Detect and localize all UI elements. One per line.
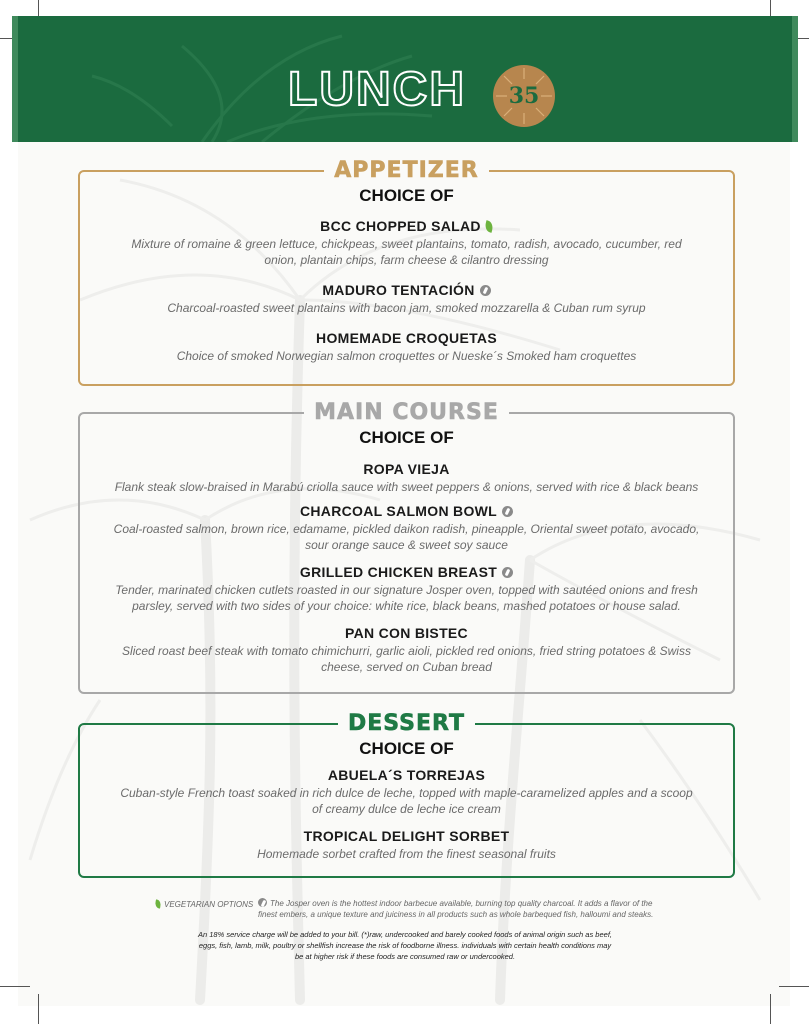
disclaimer	[160, 929, 650, 962]
item-name: BCC CHOPPED SALAD	[320, 218, 481, 234]
item-description: onion, plantain chips, farm cheese & cilantro dressing	[264, 253, 549, 267]
menu-item	[80, 503, 733, 553]
vegetarian-leaf-icon	[154, 899, 162, 908]
item-name: ABUELA´S TORREJAS	[327, 767, 486, 783]
crop-mark	[770, 994, 771, 1024]
menu-item	[80, 330, 733, 364]
item-name: MADURO TENTACIÓN	[322, 282, 475, 298]
josper-icon	[502, 567, 513, 578]
josper-icon	[480, 285, 491, 296]
choice-of-label: CHOICE OF	[359, 428, 454, 447]
item-name: TROPICAL DELIGHT SORBET	[303, 828, 510, 844]
banner-edge	[12, 16, 18, 142]
item-name: PAN CON BISTEC	[345, 625, 468, 641]
item-description: of creamy dulce de leche ice cream	[312, 802, 501, 816]
item-description: cheese, served on Cuban bread	[321, 660, 492, 674]
item-name: CHARCOAL SALMON BOWL	[299, 503, 498, 519]
disclaimer-line: be at higher risk if these foods are consumed raw or undercooked.	[294, 952, 516, 961]
item-name: ROPA VIEJA	[363, 461, 450, 477]
item-name: HOMEMADE CROQUETAS	[316, 330, 497, 346]
menu-item	[80, 767, 733, 817]
item-description: Choice of smoked Norwegian salmon croquettes or Nueske´s Smoked ham croquettes	[176, 349, 637, 363]
crop-mark	[0, 986, 30, 987]
item-description: Tender, marinated chicken cutlets roasted in our signature Josper oven, topped with sautéed onions and fresh	[115, 583, 698, 597]
item-description: Mixture of romaine & green lettuce, chickpeas, sweet plantains, tomato, radish, avocado, cucumber, red	[131, 237, 682, 251]
item-description: Flank steak slow-braised in Marabú criolla sauce with sweet peppers & onions, served with rice & black beans	[114, 480, 699, 494]
item-description: sour orange sauce & sweet soy sauce	[305, 538, 508, 552]
menu-item	[80, 564, 733, 614]
section-title: APPETIZER	[324, 158, 488, 183]
josper-icon	[502, 506, 513, 517]
disclaimer-line: eggs, fish, lamb, milk, poultry or shellfish increase the risk of foodborne illness. individuals with certain health conditions may	[198, 941, 612, 950]
vegetarian-legend	[155, 899, 253, 910]
item-description: Cuban-style French toast soaked in rich dulce de leche, topped with maple-caramelized apples and a scoop	[120, 786, 693, 800]
menu-item	[80, 218, 733, 268]
choice-of-label: CHOICE OF	[359, 739, 454, 758]
crop-mark	[779, 986, 809, 987]
item-description: Homemade sorbet crafted from the finest seasonal fruits	[257, 847, 556, 861]
item-name: GRILLED CHICKEN BREAST	[299, 564, 498, 580]
menu-item	[80, 625, 733, 675]
item-description: Sliced roast beef steak with tomato chimichurri, garlic aioli, pickled red onions, fried string potatoes & Swiss	[122, 644, 691, 658]
appetizer-section	[78, 158, 735, 386]
vegetarian-legend-label: VEGETARIAN OPTIONS	[164, 900, 254, 909]
item-description: parsley, served with two sides of your choice: white rice, black beans, mashed potatoes or house salad.	[132, 599, 681, 613]
banner-edge	[792, 16, 798, 142]
disclaimer-line: An 18% service charge will be added to your bill. (*)raw, undercooked and barely cooked foods of animal origin such as beef,	[198, 930, 612, 939]
vegetarian-leaf-icon	[484, 220, 495, 233]
section-title: MAIN COURSE	[304, 400, 509, 425]
choice-of-label: CHOICE OF	[359, 186, 454, 205]
anniversary-badge-number: 35	[508, 83, 540, 109]
josper-legend	[258, 898, 658, 920]
section-title: DESSERT	[338, 711, 475, 736]
menu-item	[80, 461, 733, 495]
josper-icon	[258, 898, 267, 907]
item-description: Coal-roasted salmon, brown rice, edamame, pickled daikon radish, pineapple, Oriental sweet potato, avocado,	[113, 522, 700, 536]
josper-legend-text: finest embers, a unique texture and juiciness in all products such as whole barbequed fish, halloumi and steaks.	[258, 910, 654, 919]
dessert-section	[78, 711, 735, 878]
menu-title: LUNCH	[288, 63, 466, 116]
menu-item	[80, 282, 733, 316]
josper-legend-text: The Josper oven is the hottest indoor barbecue available, burning top quality charcoal. It adds a flavor of the	[270, 899, 653, 908]
main-course-section	[78, 400, 735, 694]
menu-item	[80, 828, 733, 862]
item-description: Charcoal-roasted sweet plantains with bacon jam, smoked mozzarella & Cuban rum syrup	[167, 301, 646, 315]
crop-mark	[38, 994, 39, 1024]
